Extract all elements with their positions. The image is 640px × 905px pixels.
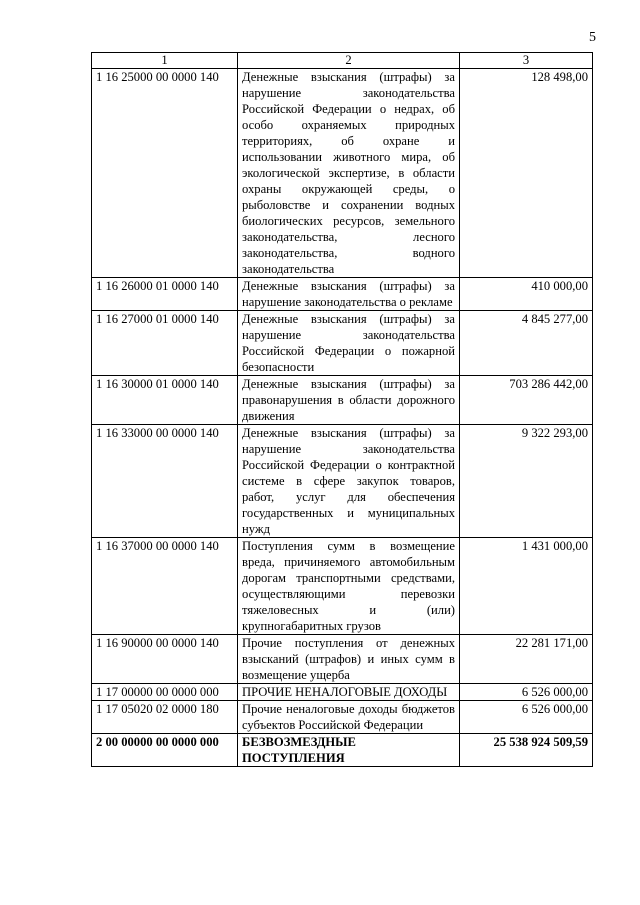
row-code: 1 16 30000 01 0000 140 bbox=[92, 376, 238, 425]
row-code: 2 00 00000 00 0000 000 bbox=[92, 734, 238, 767]
row-amount: 128 498,00 bbox=[460, 69, 593, 278]
table-row bbox=[92, 278, 593, 311]
row-description: Прочие неналоговые доходы бюджетов субъектов Российской Федерации bbox=[238, 701, 460, 734]
column-header-code: 1 bbox=[92, 53, 238, 69]
table-row bbox=[92, 376, 593, 425]
row-code: 1 17 00000 00 0000 000 bbox=[92, 684, 238, 701]
row-description: Денежные взыскания (штрафы) за правонарушения в области дорожного движения bbox=[238, 376, 460, 425]
table-row bbox=[92, 311, 593, 376]
page-number: 5 bbox=[589, 30, 596, 45]
row-code: 1 16 26000 01 0000 140 bbox=[92, 278, 238, 311]
table-row bbox=[92, 701, 593, 734]
row-amount: 22 281 171,00 bbox=[460, 635, 593, 684]
row-amount: 1 431 000,00 bbox=[460, 538, 593, 635]
table-row bbox=[92, 69, 593, 278]
row-description: Поступления сумм в возмещение вреда, причиняемого автомобильным дорогам транспортными средствами, осуществляющими перевозки тяжеловесных и (или) крупногабаритных грузов bbox=[238, 538, 460, 635]
row-amount: 703 286 442,00 bbox=[460, 376, 593, 425]
row-amount: 6 526 000,00 bbox=[460, 701, 593, 734]
row-description: БЕЗВОЗМЕЗДНЫЕ ПОСТУПЛЕНИЯ bbox=[238, 734, 460, 767]
row-amount: 4 845 277,00 bbox=[460, 311, 593, 376]
row-description: Денежные взыскания (штрафы) за нарушение законодательства Российской Федерации о контрактной системе в сфере закупок товаров, работ, услуг для обеспечения государственных и муниципальных нужд bbox=[238, 425, 460, 538]
row-code: 1 16 90000 00 0000 140 bbox=[92, 635, 238, 684]
table-header-row bbox=[92, 53, 593, 69]
table-body bbox=[92, 69, 593, 767]
table-row bbox=[92, 425, 593, 538]
row-code: 1 16 25000 00 0000 140 bbox=[92, 69, 238, 278]
row-description: Денежные взыскания (штрафы) за нарушение законодательства о рекламе bbox=[238, 278, 460, 311]
column-header-amount: 3 bbox=[460, 53, 593, 69]
table-row bbox=[92, 635, 593, 684]
row-amount: 410 000,00 bbox=[460, 278, 593, 311]
table-row bbox=[92, 538, 593, 635]
row-description: Денежные взыскания (штрафы) за нарушение законодательства Российской Федерации о недрах, об особо охраняемых природных территориях, об охране и использовании животного мира, об экологической экспертизе, в области охраны окружающей среды, о рыболовстве и сохранении водных биологических ресурсов, земельного законодательства, лесного законодательства, водного законодательства bbox=[238, 69, 460, 278]
table-row bbox=[92, 734, 593, 767]
row-amount: 25 538 924 509,59 bbox=[460, 734, 593, 767]
column-header-description: 2 bbox=[238, 53, 460, 69]
budget-revenue-table bbox=[91, 52, 593, 767]
row-amount: 6 526 000,00 bbox=[460, 684, 593, 701]
row-description: Денежные взыскания (штрафы) за нарушение законодательства Российской Федерации о пожарной безопасности bbox=[238, 311, 460, 376]
row-code: 1 17 05020 02 0000 180 bbox=[92, 701, 238, 734]
row-amount: 9 322 293,00 bbox=[460, 425, 593, 538]
row-description: ПРОЧИЕ НЕНАЛОГОВЫЕ ДОХОДЫ bbox=[238, 684, 460, 701]
row-code: 1 16 37000 00 0000 140 bbox=[92, 538, 238, 635]
table-row bbox=[92, 684, 593, 701]
row-code: 1 16 27000 01 0000 140 bbox=[92, 311, 238, 376]
row-code: 1 16 33000 00 0000 140 bbox=[92, 425, 238, 538]
row-description: Прочие поступления от денежных взысканий (штрафов) и иных сумм в возмещение ущерба bbox=[238, 635, 460, 684]
